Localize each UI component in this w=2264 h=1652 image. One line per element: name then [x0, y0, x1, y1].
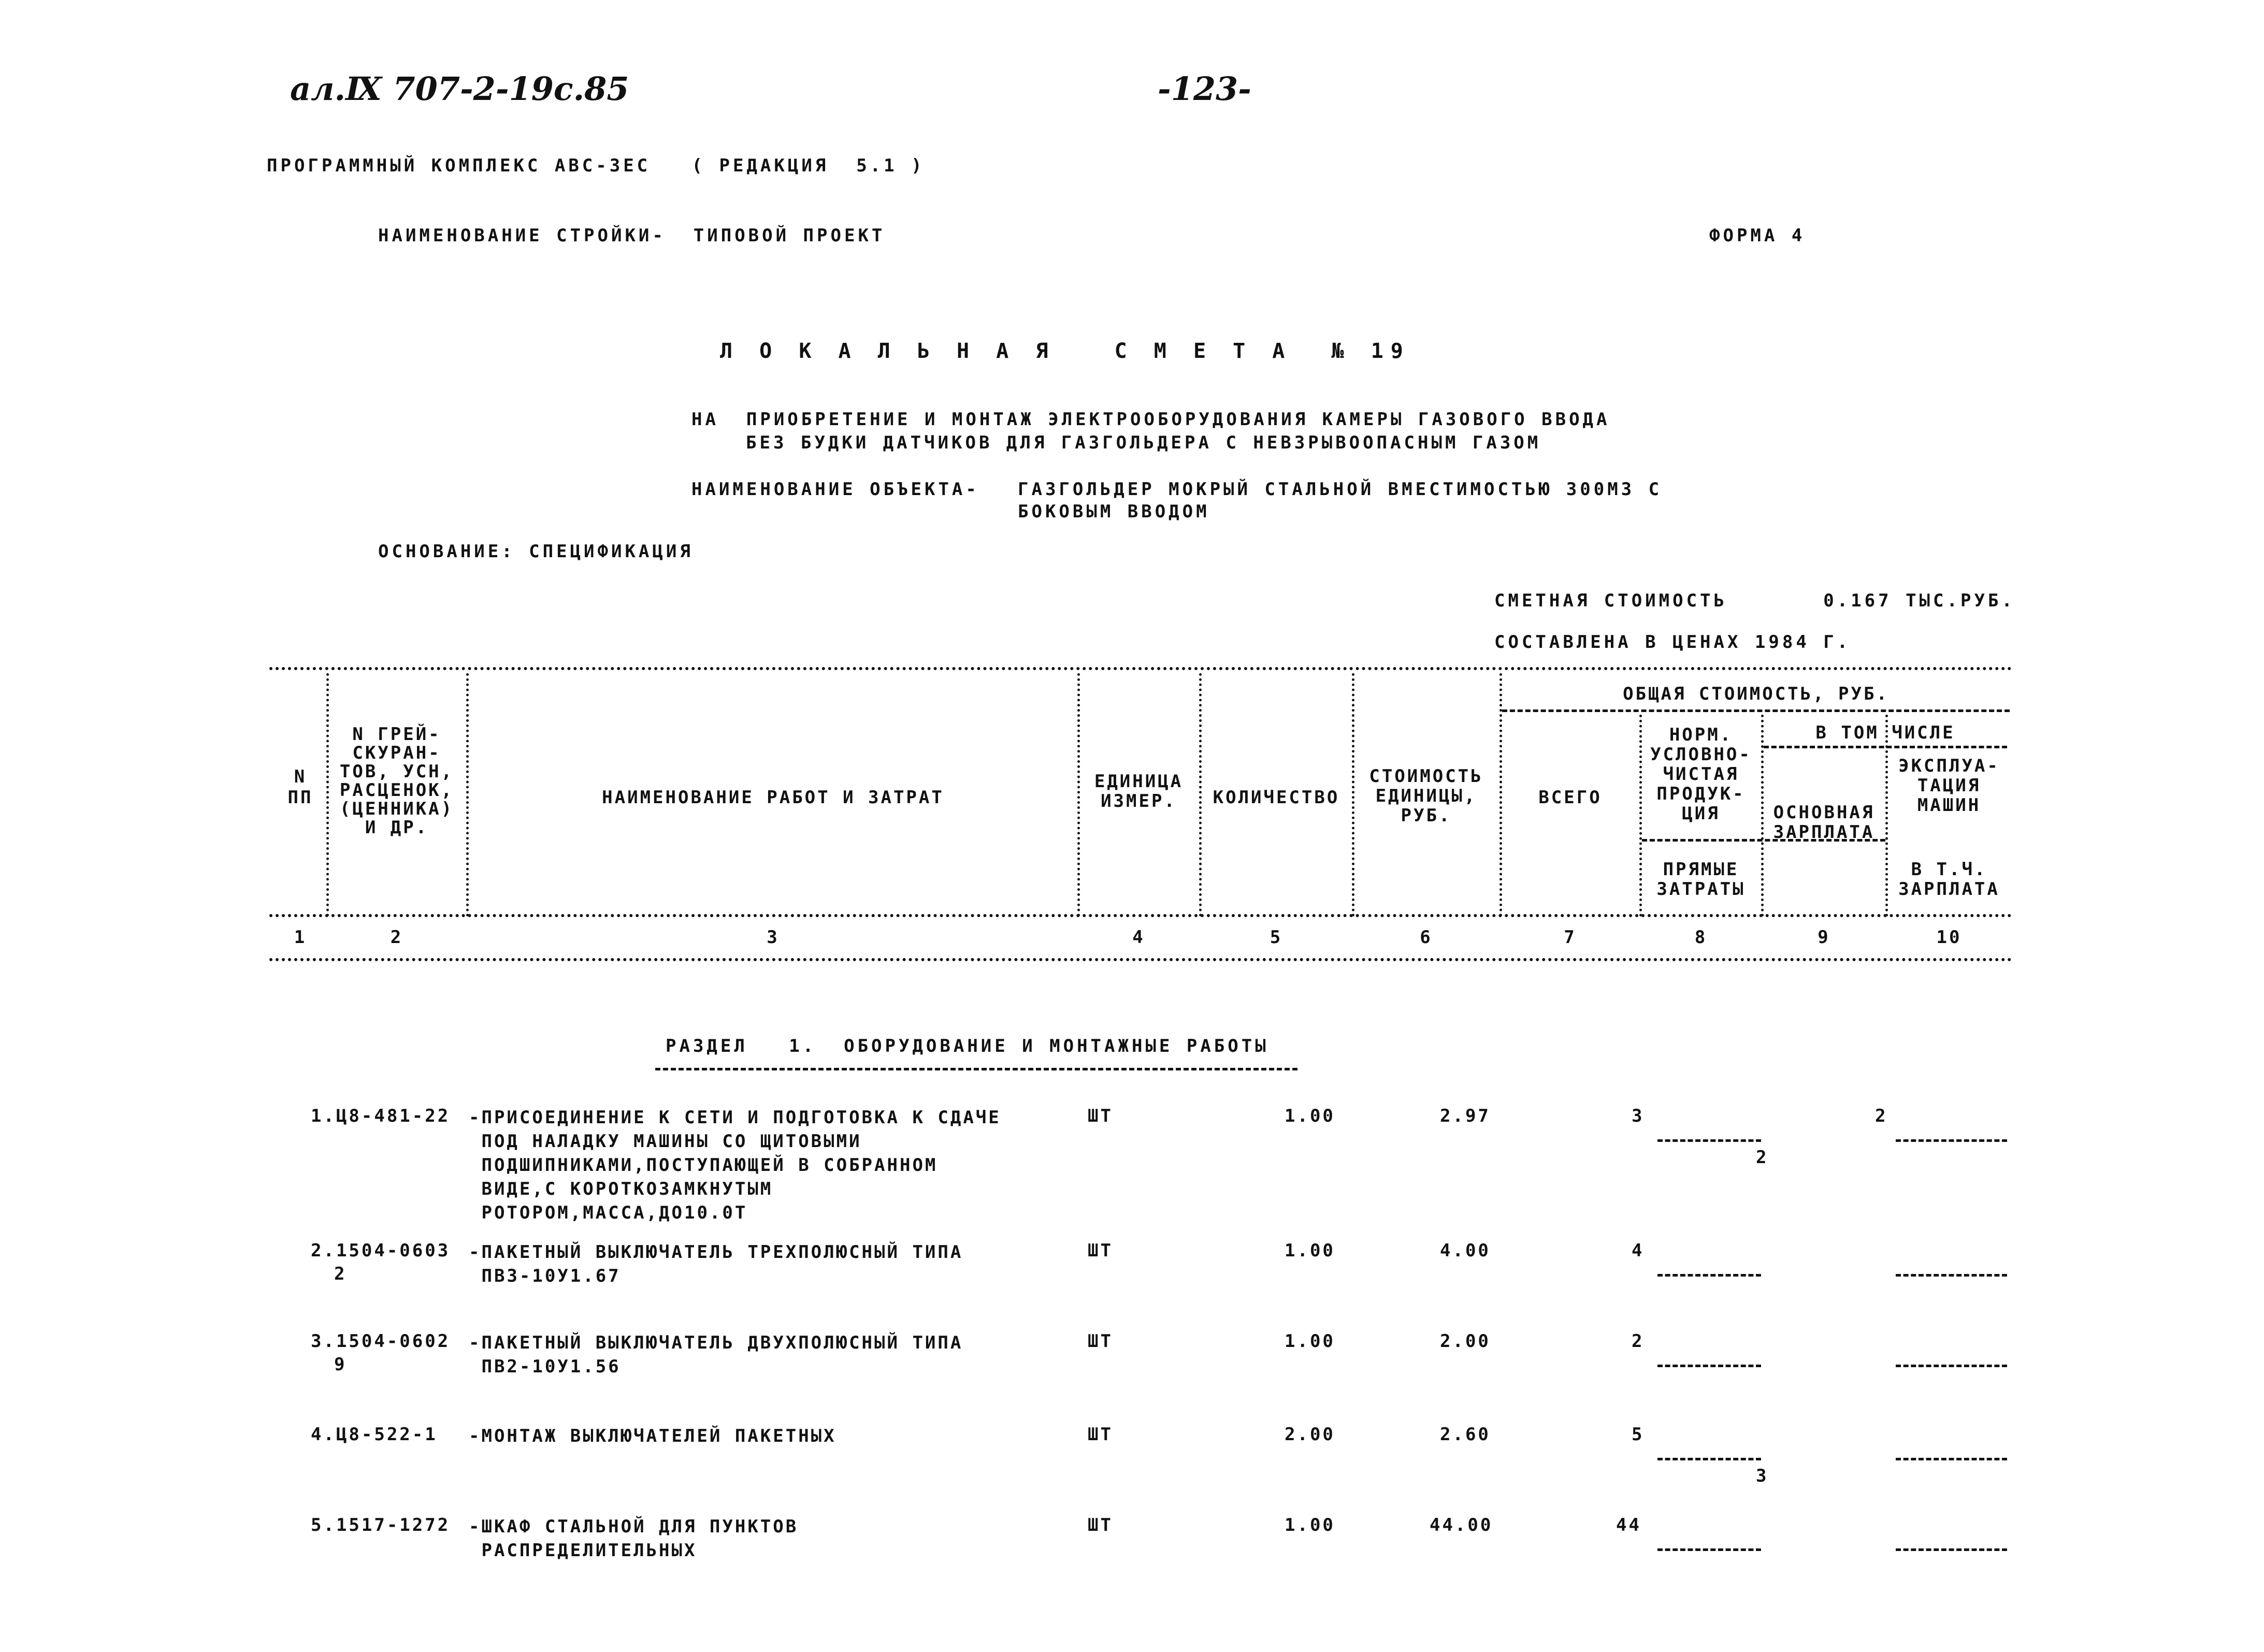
row-code: 4.Ц8-522-1 [311, 1424, 438, 1445]
row-sub-rule [1657, 1365, 1761, 1367]
section-title: РАЗДЕЛ 1. ОБОРУДОВАНИЕ И МОНТАЖНЫЕ РАБОТЫ [666, 1036, 1269, 1056]
group-rule [1764, 746, 2007, 748]
row-unit-cost: 44.00 [1430, 1515, 1493, 1535]
row-sub-rule [1657, 1458, 1761, 1460]
row-name: -ПРИСОЕДИНЕНИЕ К СЕТИ И ПОДГОТОВКА К СДАЧЕ ПОД НАЛАДКУ МАШИНЫ СО ЩИТОВЫМИ ПОДШИПНИКАМИ,ПОСТУПАЮЩЕЙ В СОБРАННОМ ВИДЕ,С КОРОТКОЗАМКНУТЫМ РОТОРОМ,МАССА,ДО10.0Т [469, 1107, 1001, 1223]
form-label: ФОРМА 4 [1709, 225, 1806, 246]
row-total: 3 [1632, 1106, 1645, 1126]
row-unit-cost: 4.00 [1440, 1240, 1491, 1261]
header-qty: КОЛИЧЕСТВО [1213, 787, 1340, 808]
purpose-line-2: БЕЗ БУДКИ ДАТЧИКОВ ДЛЯ ГАЗГОЛЬДЕРА С НЕВЗРЫВООПАСНЫМ ГАЗОМ [746, 432, 1541, 453]
table-numbers-rule [269, 958, 2012, 961]
header-total-group: ОБЩАЯ СТОИМОСТЬ, РУБ. [1623, 684, 1889, 704]
program-line: ПРОГРАММНЫЙ КОМПЛЕКС АВС-3ЕС ( РЕДАКЦИЯ 5.1 ) [267, 155, 925, 176]
row-sub-rule [1896, 1458, 2007, 1460]
row-unit: ШТ [1088, 1106, 1113, 1126]
row-sub-rule [1657, 1548, 1761, 1551]
col-number: 7 [1564, 927, 1577, 948]
row-qty: 2.00 [1285, 1424, 1335, 1445]
col-number: 3 [767, 927, 780, 948]
col-number: 1 [294, 927, 307, 948]
row-exploit: 2 [1875, 1106, 1888, 1126]
col-number: 6 [1420, 927, 1433, 948]
header-unit: ЕДИНИЦА ИЗМЕР. [1094, 771, 1184, 811]
row-code-suffix: 2 [334, 1264, 347, 1284]
col-number: 9 [1818, 927, 1830, 948]
row-unit: ШТ [1088, 1424, 1113, 1445]
section-underline [655, 1068, 1297, 1070]
row-code: 3.1504-0602 [311, 1331, 451, 1352]
construction-name: НАИМЕНОВАНИЕ СТРОЙКИ- ТИПОВОЙ ПРОЕКТ [378, 225, 886, 246]
row-qty: 1.00 [1285, 1331, 1335, 1352]
row-qty: 1.00 [1285, 1240, 1335, 1261]
header-incl: В ТОМ ЧИСЛЕ [1815, 722, 1955, 743]
header-num: N ПП [287, 766, 313, 808]
row-unit-cost: 2.00 [1440, 1331, 1491, 1352]
row-unit: ШТ [1088, 1515, 1113, 1535]
page-number: -123- [1158, 70, 1251, 108]
estimate-title: Л О К А Л Ь Н А Я С М Е Т А № 19 [720, 339, 1410, 363]
row-direct: 3 [1756, 1466, 1769, 1486]
estimated-cost: СМЕТНАЯ СТОИМОСТЬ 0.167 ТЫС.РУБ. [1494, 590, 2015, 611]
header-total: ВСЕГО [1538, 787, 1602, 808]
header-direct: ПРЯМЫЕ ЗАТРАТЫ [1656, 859, 1746, 900]
purpose-line-1: НА ПРИОБРЕТЕНИЕ И МОНТАЖ ЭЛЕКТРООБОРУДОВАНИЯ КАМЕРЫ ГАЗОВОГО ВВОДА [691, 409, 1610, 430]
row-qty: 1.00 [1285, 1106, 1335, 1126]
col-number: 2 [390, 927, 403, 948]
header-code: N ГРЕЙ- СКУРАН- ТОВ, УСН, РАСЦЕНОК, (ЦЕННИКА) И ДР. [339, 724, 454, 838]
row-unit: ШТ [1088, 1331, 1113, 1352]
object-label: НАИМЕНОВАНИЕ ОБЪЕКТА- [691, 479, 979, 500]
document-code: ал.Ⅸ 707-2-19с.85 [290, 70, 629, 108]
basis: ОСНОВАНИЕ: СПЕЦИФИКАЦИЯ [378, 541, 694, 562]
row-sub-rule [1657, 1139, 1761, 1142]
row-sub-rule [1896, 1274, 2007, 1277]
col-number: 10 [1936, 927, 1962, 948]
object-line-1: ГАЗГОЛЬДЕР МОКРЫЙ СТАЛЬНОЙ ВМЕСТИМОСТЬЮ 300М3 С [1018, 479, 1663, 500]
table-header-rule [269, 914, 2012, 917]
prices-year: СОСТАВЛЕНА В ЦЕНАХ 1984 Г. [1494, 632, 1851, 653]
row-total: 4 [1632, 1240, 1645, 1261]
row-qty: 1.00 [1285, 1515, 1335, 1535]
row-unit-cost: 2.60 [1440, 1424, 1491, 1445]
row-sub-rule [1896, 1139, 2007, 1142]
row-code: 2.1504-0603 [311, 1240, 451, 1261]
row-direct: 2 [1756, 1147, 1769, 1168]
row-code: 5.1517-1272 [311, 1515, 451, 1535]
group-rule [1502, 709, 2010, 712]
table-top-rule [269, 667, 2012, 670]
object-line-2: БОКОВЫМ ВВОДОМ [1018, 501, 1210, 522]
row-name: -ШКАФ СТАЛЬНОЙ ДЛЯ ПУНКТОВ РАСПРЕДЕЛИТЕЛЬНЫХ [469, 1516, 799, 1561]
row-total: 2 [1632, 1331, 1645, 1352]
row-sub-rule [1896, 1548, 2007, 1551]
header-unit-cost: СТОИМОСТЬ ЕДИНИЦЫ, РУБ. [1369, 766, 1483, 826]
header-exploit-wage: В Т.Ч. ЗАРПЛАТА [1898, 859, 2000, 900]
col-number: 5 [1270, 927, 1283, 948]
row-sub-rule [1657, 1274, 1761, 1277]
col-number: 4 [1132, 927, 1145, 948]
header-wage: ОСНОВНАЯ ЗАРПЛАТА [1773, 802, 1875, 843]
row-sub-rule [1896, 1365, 2007, 1367]
col-number: 8 [1694, 927, 1708, 948]
row-total: 5 [1632, 1424, 1645, 1445]
row-unit-cost: 2.97 [1440, 1106, 1491, 1126]
row-unit: ШТ [1088, 1240, 1113, 1261]
row-name: -МОНТАЖ ВЫКЛЮЧАТЕЛЕЙ ПАКЕТНЫХ [469, 1426, 837, 1446]
row-name: -ПАКЕТНЫЙ ВЫКЛЮЧАТЕЛЬ ТРЕХПОЛЮСНЫЙ ТИПА ПВ3-10У1.67 [469, 1242, 963, 1286]
row-name: -ПАКЕТНЫЙ ВЫКЛЮЧАТЕЛЬ ДВУХПОЛЮСНЫЙ ТИПА ПВ2-10У1.56 [469, 1332, 963, 1377]
row-code: 1.Ц8-481-22 [311, 1106, 451, 1126]
header-norm: НОРМ. УСЛОВНО- ЧИСТАЯ ПРОДУК- ЦИЯ [1650, 724, 1752, 824]
row-code-suffix: 9 [334, 1354, 347, 1375]
header-name: НАИМЕНОВАНИЕ РАБОТ И ЗАТРАТ [602, 787, 944, 808]
header-exploit: ЭКСПЛУА- ТАЦИЯ МАШИН [1898, 756, 2000, 816]
row-total: 44 [1616, 1515, 1641, 1535]
